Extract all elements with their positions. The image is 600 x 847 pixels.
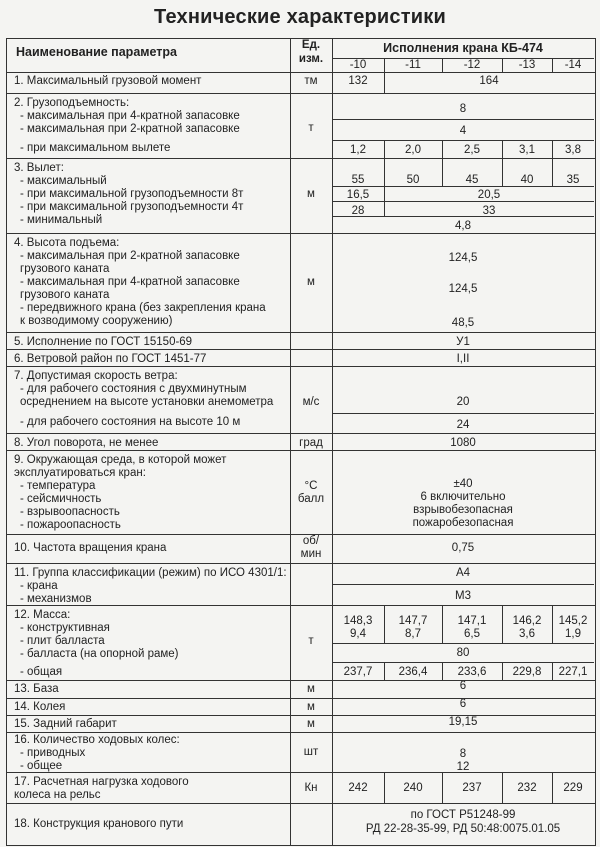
col-divider bbox=[502, 772, 503, 803]
row-16-sub1: - приводных bbox=[20, 747, 86, 759]
row-4-sub3b: к возводимому сооружению) bbox=[20, 315, 173, 327]
row-3-at4-rest: 33 bbox=[482, 205, 496, 217]
row-divider bbox=[6, 450, 596, 451]
row-8-value: 1080 bbox=[450, 437, 476, 449]
row-12-total-10: 237,7 bbox=[343, 666, 373, 678]
row-11-v1: А4 bbox=[455, 567, 471, 579]
row-4-unit: м bbox=[307, 276, 315, 288]
cell-divider bbox=[332, 662, 594, 663]
row-3-max-12: 45 bbox=[465, 174, 479, 186]
row-10-value: 0,75 bbox=[451, 542, 475, 554]
row-10-label: 10. Частота вращения крана bbox=[14, 542, 167, 554]
row-4-sub1b: грузового каната bbox=[20, 263, 110, 275]
row-3-min: 4,8 bbox=[455, 220, 471, 232]
row-3-unit: м bbox=[307, 188, 315, 200]
row-10-unit2: мин bbox=[300, 548, 322, 560]
row-7-v2: 24 bbox=[456, 419, 470, 431]
col-divider bbox=[442, 605, 443, 643]
row-12-plates-13: 3,6 bbox=[519, 628, 535, 640]
row-divider bbox=[6, 772, 596, 773]
row-4-label: 4. Высота подъема: bbox=[14, 237, 120, 249]
row-11-sub1: - крана bbox=[20, 580, 58, 592]
col-divider bbox=[502, 58, 503, 72]
row-8-unit: град bbox=[299, 437, 323, 449]
row-9-v2: 6 включительно bbox=[420, 491, 506, 503]
col-divider bbox=[442, 140, 443, 186]
row-4-v2: 124,5 bbox=[448, 283, 478, 295]
row-4-v3: 48,5 bbox=[451, 317, 475, 329]
row-4-sub2: - максимальная при 4-кратной запасовке bbox=[20, 276, 240, 288]
row-12-plates-11: 8,7 bbox=[405, 628, 421, 640]
spec-table bbox=[6, 38, 596, 846]
row-13-unit: м bbox=[307, 683, 315, 695]
row-divider bbox=[6, 605, 596, 606]
row-3-at8-rest: 20,5 bbox=[477, 189, 501, 201]
row-5-label: 5. Исполнение по ГОСТ 15150-69 bbox=[14, 336, 193, 348]
row-14-label: 14. Колея bbox=[14, 701, 66, 713]
col-divider bbox=[552, 662, 553, 680]
row-7-label: 7. Допустимая скорость ветра: bbox=[14, 370, 178, 382]
version-11: -11 bbox=[405, 59, 421, 71]
row-12-sub1: - конструктивная bbox=[20, 622, 110, 634]
cell-divider bbox=[332, 643, 594, 644]
row-9-v4: пожаробезопасная bbox=[412, 517, 514, 529]
cell-divider bbox=[332, 119, 594, 120]
row-1-unit: тм bbox=[304, 75, 318, 87]
cell-divider bbox=[332, 58, 594, 59]
row-12-constr-12: 147,1 bbox=[457, 615, 487, 627]
col-divider bbox=[384, 772, 385, 803]
col-divider bbox=[552, 140, 553, 186]
row-3-sub3: - при максимальной грузоподъемности 4т bbox=[20, 201, 244, 213]
row-divider bbox=[6, 534, 596, 535]
row-16-label: 16. Количество ходовых колес: bbox=[14, 734, 180, 746]
row-divider bbox=[6, 349, 596, 350]
row-6-label: 6. Ветровой район по ГОСТ 1451-77 bbox=[14, 353, 207, 365]
row-9-label: 9. Окружающая среда, в которой может bbox=[14, 454, 227, 466]
row-12-total-12: 233,6 bbox=[457, 666, 487, 678]
row-3-at4-10: 28 bbox=[351, 205, 365, 217]
row-13-value: 6 bbox=[459, 680, 467, 692]
row-1-vrest: 164 bbox=[479, 75, 499, 87]
row-18-v1: по ГОСТ Р51248-99 bbox=[410, 809, 516, 821]
row-divider bbox=[6, 72, 596, 73]
row-3-sub1: - максимальный bbox=[20, 175, 107, 187]
row-divider bbox=[6, 680, 596, 681]
row-1-label: 1. Максимальный грузовой момент bbox=[14, 75, 202, 87]
row-11-sub2: - механизмов bbox=[20, 593, 92, 605]
row-2-label: 2. Грузоподъемность: bbox=[14, 97, 130, 109]
col-divider bbox=[384, 201, 385, 216]
row-12-constr-13: 146,2 bbox=[512, 615, 542, 627]
col-divider bbox=[442, 58, 443, 72]
row-9-label2: эксплуатироваться кран: bbox=[14, 467, 146, 479]
row-16-unit: шт bbox=[303, 746, 319, 758]
row-divider bbox=[6, 698, 596, 699]
header-unit-2: изм. bbox=[298, 53, 324, 65]
row-15-value: 19,15 bbox=[448, 716, 478, 728]
row-12-plates-12: 6,5 bbox=[464, 628, 480, 640]
row-divider bbox=[6, 332, 596, 333]
row-9-v1: ±40 bbox=[453, 478, 473, 490]
row-2-atmax-13: 3,1 bbox=[519, 144, 535, 156]
row-12-total-13: 229,8 bbox=[512, 666, 542, 678]
row-3-max-13: 40 bbox=[520, 174, 534, 186]
row-2-atmax-11: 2,0 bbox=[405, 144, 421, 156]
version-13: -13 bbox=[518, 59, 536, 71]
row-7-sub1: - для рабочего состояния с двухминутным bbox=[20, 383, 247, 395]
row-divider bbox=[6, 715, 596, 716]
row-11-v2: М3 bbox=[455, 590, 471, 602]
col-divider bbox=[384, 140, 385, 201]
row-12-sub2: - плит балласта bbox=[20, 635, 105, 647]
row-15-unit: м bbox=[307, 718, 315, 730]
col-divider bbox=[332, 38, 333, 846]
row-3-max-10: 55 bbox=[351, 174, 365, 186]
row-12-label: 12. Масса: bbox=[14, 609, 71, 621]
row-17-v14: 229 bbox=[563, 782, 583, 794]
row-12-ballast: 80 bbox=[456, 647, 470, 659]
row-12-plates-14: 1,9 bbox=[565, 628, 581, 640]
row-17-v12: 237 bbox=[462, 782, 482, 794]
row-14-unit: м bbox=[307, 701, 315, 713]
row-9-unit2: балл bbox=[297, 493, 325, 505]
row-2-sub2: - максимальная при 2-кратной запасовке bbox=[20, 123, 240, 135]
row-17-v13: 232 bbox=[517, 782, 537, 794]
row-7-v1: 20 bbox=[456, 396, 470, 408]
row-13-label: 13. База bbox=[14, 683, 59, 695]
row-4-v1: 124,5 bbox=[448, 252, 478, 264]
row-divider bbox=[6, 233, 596, 234]
row-15-label: 15. Задний габарит bbox=[14, 718, 117, 730]
cell-divider bbox=[332, 201, 594, 202]
cell-divider bbox=[332, 584, 594, 585]
cell-divider bbox=[332, 140, 594, 141]
row-12-constr-14: 145,2 bbox=[558, 615, 588, 627]
row-3-max-11: 50 bbox=[406, 174, 420, 186]
row-1-v10: 132 bbox=[348, 75, 368, 87]
row-12-unit: т bbox=[308, 635, 314, 647]
row-12-constr-11: 147,7 bbox=[398, 615, 428, 627]
row-divider bbox=[6, 93, 596, 94]
row-2-atmax-10: 1,2 bbox=[350, 144, 366, 156]
row-divider bbox=[6, 366, 596, 367]
row-12-constr-10: 148,3 bbox=[343, 615, 373, 627]
row-16-sub2: - общее bbox=[20, 760, 63, 772]
row-16-v2: 12 bbox=[456, 761, 470, 773]
row-11-label: 11. Группа классификации (режим) по ИСО 4301/1: bbox=[14, 567, 287, 579]
col-divider bbox=[552, 772, 553, 803]
row-divider bbox=[6, 563, 596, 564]
row-17-v11: 240 bbox=[403, 782, 423, 794]
version-14: -14 bbox=[564, 59, 582, 71]
page-title: Технические характеристики bbox=[154, 6, 446, 28]
row-2-max2: 4 bbox=[459, 125, 467, 137]
col-divider bbox=[384, 58, 385, 93]
row-5-value: У1 bbox=[456, 336, 470, 348]
row-divider bbox=[6, 433, 596, 434]
row-divider bbox=[6, 732, 596, 733]
row-3-sub4: - минимальный bbox=[20, 214, 103, 226]
row-divider bbox=[6, 803, 596, 804]
col-divider bbox=[442, 772, 443, 803]
cell-divider bbox=[332, 186, 594, 187]
row-17-label2: колеса на рельс bbox=[14, 789, 101, 801]
row-3-label: 3. Вылет: bbox=[14, 162, 64, 174]
col-divider bbox=[502, 662, 503, 680]
row-2-sub3: - при максимальном вылете bbox=[20, 142, 171, 154]
row-8-label: 8. Угол поворота, не менее bbox=[14, 437, 159, 449]
col-divider bbox=[552, 605, 553, 643]
cell-divider bbox=[332, 216, 594, 217]
row-9-sub1: - температура bbox=[20, 480, 96, 492]
row-2-sub1: - максимальная при 4-кратной запасовке bbox=[20, 110, 240, 122]
row-4-sub2b: грузового каната bbox=[20, 289, 110, 301]
row-2-atmax-12: 2,5 bbox=[464, 144, 480, 156]
row-17-label: 17. Расчетная нагрузка ходового bbox=[14, 776, 189, 788]
version-12: -12 bbox=[463, 59, 481, 71]
row-3-at8-10: 16,5 bbox=[346, 189, 370, 201]
row-12-total-14: 227,1 bbox=[558, 666, 588, 678]
version-10: -10 bbox=[349, 59, 367, 71]
row-16-v1: 8 bbox=[459, 748, 467, 760]
col-divider bbox=[290, 38, 291, 846]
row-14-value: 6 bbox=[459, 698, 467, 710]
row-7-sub2: - для рабочего состояния на высоте 10 м bbox=[20, 416, 241, 428]
row-9-sub3: - взрывоопасность bbox=[20, 506, 120, 518]
header-param: Наименование параметра bbox=[16, 45, 178, 59]
row-17-unit: Кн bbox=[304, 782, 318, 794]
row-12-sub3: - балласта (на опорной раме) bbox=[20, 648, 179, 660]
row-12-sub4: - общая bbox=[20, 666, 63, 678]
row-9-sub4: - пожароопасность bbox=[20, 519, 121, 531]
row-12-total-11: 236,4 bbox=[398, 666, 428, 678]
row-6-value: I,II bbox=[456, 353, 470, 365]
row-4-sub3: - передвижного крана (без закрепления крана bbox=[20, 302, 266, 314]
col-divider bbox=[552, 58, 553, 72]
row-4-sub1: - максимальная при 2-кратной запасовке bbox=[20, 250, 240, 262]
header-unit-1: Ед. bbox=[301, 39, 321, 51]
header-versions-title: Исполнения крана КБ-474 bbox=[383, 41, 543, 55]
row-12-plates-10: 9,4 bbox=[350, 628, 366, 640]
row-10-unit1: об/ bbox=[302, 535, 320, 547]
row-3-max-14: 35 bbox=[566, 174, 580, 186]
row-7-sub1b: осреднением на высоте установки анемометра bbox=[20, 396, 274, 408]
col-divider bbox=[502, 605, 503, 643]
row-2-unit: т bbox=[308, 122, 314, 134]
row-7-unit: м/с bbox=[302, 396, 320, 408]
col-divider bbox=[384, 662, 385, 680]
row-18-v2: РД 22-28-35-99, РД 50:48:0075.01.05 bbox=[365, 823, 561, 835]
row-18-label: 18. Конструкция кранового пути bbox=[14, 818, 184, 830]
col-divider bbox=[502, 140, 503, 186]
row-9-v3: взрывобезопасная bbox=[413, 504, 513, 516]
row-9-unit1: °С bbox=[304, 480, 318, 492]
cell-divider bbox=[332, 413, 594, 414]
col-divider bbox=[442, 662, 443, 680]
col-divider bbox=[384, 605, 385, 643]
row-17-v10: 242 bbox=[348, 782, 368, 794]
row-2-max4: 8 bbox=[459, 103, 467, 115]
row-2-atmax-14: 3,8 bbox=[565, 144, 581, 156]
row-3-sub2: - при максимальной грузоподъемности 8т bbox=[20, 188, 244, 200]
row-divider bbox=[6, 158, 596, 159]
row-9-sub2: - сейсмичность bbox=[20, 493, 102, 505]
